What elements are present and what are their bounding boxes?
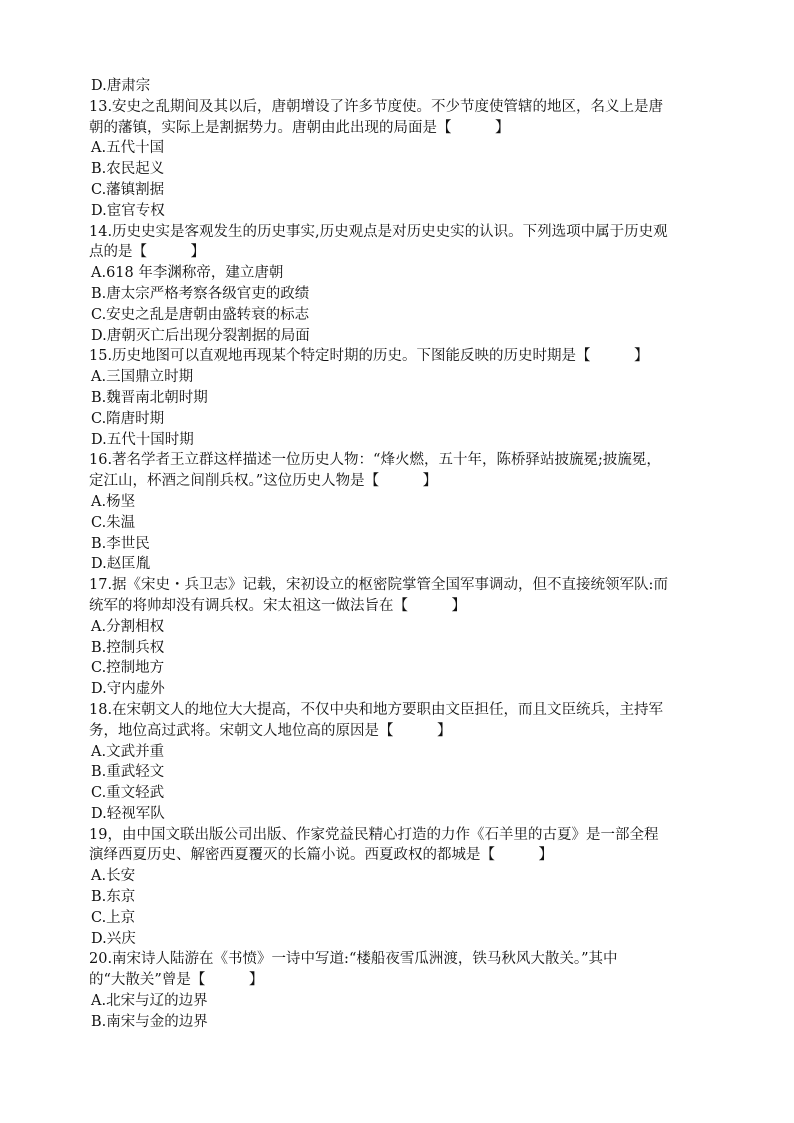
question-line: 点的是【 】: [89, 244, 205, 261]
option-line: A.文武并重: [91, 743, 165, 760]
option-line: D.五代十国时期: [91, 431, 194, 448]
option-line: B.东京: [91, 889, 136, 906]
option-line: C.上京: [91, 909, 136, 926]
question-line: 的“大散关”曾是【 】: [89, 972, 264, 989]
option-line: A.618 年李渊称帝，建立唐朝: [91, 265, 284, 282]
option-line: B.南宋与金的边界: [91, 1013, 208, 1030]
option-line: C.隋唐时期: [91, 410, 165, 427]
question-line: 19，由中国文联出版公司出版、作家党益民精心打造的力作《石羊里的古夏》是一部全程: [89, 826, 659, 843]
option-line: A.五代十国: [91, 140, 165, 157]
question-line: 务，地位高过武将。宋朝文人地位高的原因是【 】: [89, 722, 452, 739]
option-line: B.农民起义: [91, 161, 165, 178]
option-line: D.宦官专权: [91, 202, 165, 219]
option-line: C.重文轻武: [91, 785, 165, 802]
question-line: 13.安史之乱期间及其以后，唐朝增设了许多节度使。不少节度使管辖的地区，名义上是唐: [89, 98, 664, 115]
option-line: C.藩镇割据: [91, 181, 165, 198]
option-line: A.分割相权: [91, 618, 165, 635]
option-line: A.长安: [91, 868, 136, 885]
question-line: 15.历史地图可以直观地再现某个特定时期的历史。下图能反映的历史时期是【 】: [89, 348, 649, 365]
option-line: D.唐肃宗: [91, 78, 151, 94]
option-line: A.北宋与辽的边界: [91, 993, 208, 1010]
question-line: 14.历史史实是客观发生的历史事实,历史观点是对历史史实的认识。下列选项中属于历史观: [89, 223, 668, 240]
option-line: D.守内虚外: [91, 681, 165, 698]
option-line: B.魏晋南北朝时期: [91, 389, 208, 406]
option-line: B.唐太宗严格考察各级官吏的政绩: [91, 285, 310, 302]
option-line: D.赵匡胤: [91, 556, 151, 573]
question-line: 演绎西夏历史、解密西夏覆灭的长篇小说。西夏政权的都城是【 】: [89, 847, 553, 864]
question-line: 朝的藩镇，实际上是割据势力。唐朝由此出现的局面是【 】: [89, 119, 510, 136]
option-line: C.朱温: [91, 514, 136, 531]
option-line: C.安史之乱是唐朝由盛转衰的标志: [91, 306, 310, 323]
option-line: C.控制地方: [91, 660, 165, 677]
option-line: D.唐朝灭亡后出现分裂割据的局面: [91, 327, 310, 344]
option-line: A.杨坚: [91, 493, 136, 510]
question-line: 17.据《宋史・兵卫志》记载，宋初设立的枢密院掌管全国军事调动，但不直接统领军队:而: [89, 577, 668, 594]
question-line: 统军的将帅却没有调兵权。宋太祖这一做法旨在【 】: [89, 597, 466, 614]
option-line: D.轻视军队: [91, 805, 165, 822]
question-line: 18.在宋朝文人的地位大大提高，不仅中央和地方要职由文臣担任，而且文臣统兵，主持军: [89, 701, 664, 718]
question-list: [89, 76, 734, 1033]
question-line: 16.著名学者王立群这样描述一位历史人物：“烽火燃，五十年，陈桥驿站披旒冕;披旒冕，: [89, 452, 661, 469]
option-line: D.兴庆: [91, 930, 136, 947]
option-line: B.李世民: [91, 535, 150, 552]
option-line: A.三国鼎立时期: [91, 369, 194, 386]
option-line: B.重武轻文: [91, 764, 165, 781]
question-line: 定江山，杯酒之间削兵权。”这位历史人物是【 】: [89, 473, 438, 490]
question-line: 20.南宋诗人陆游在《书愤》一诗中写道:“楼船夜雪瓜洲渡，铁马秋风大散关。”其中: [89, 951, 618, 968]
option-line: B.控制兵权: [91, 639, 165, 656]
